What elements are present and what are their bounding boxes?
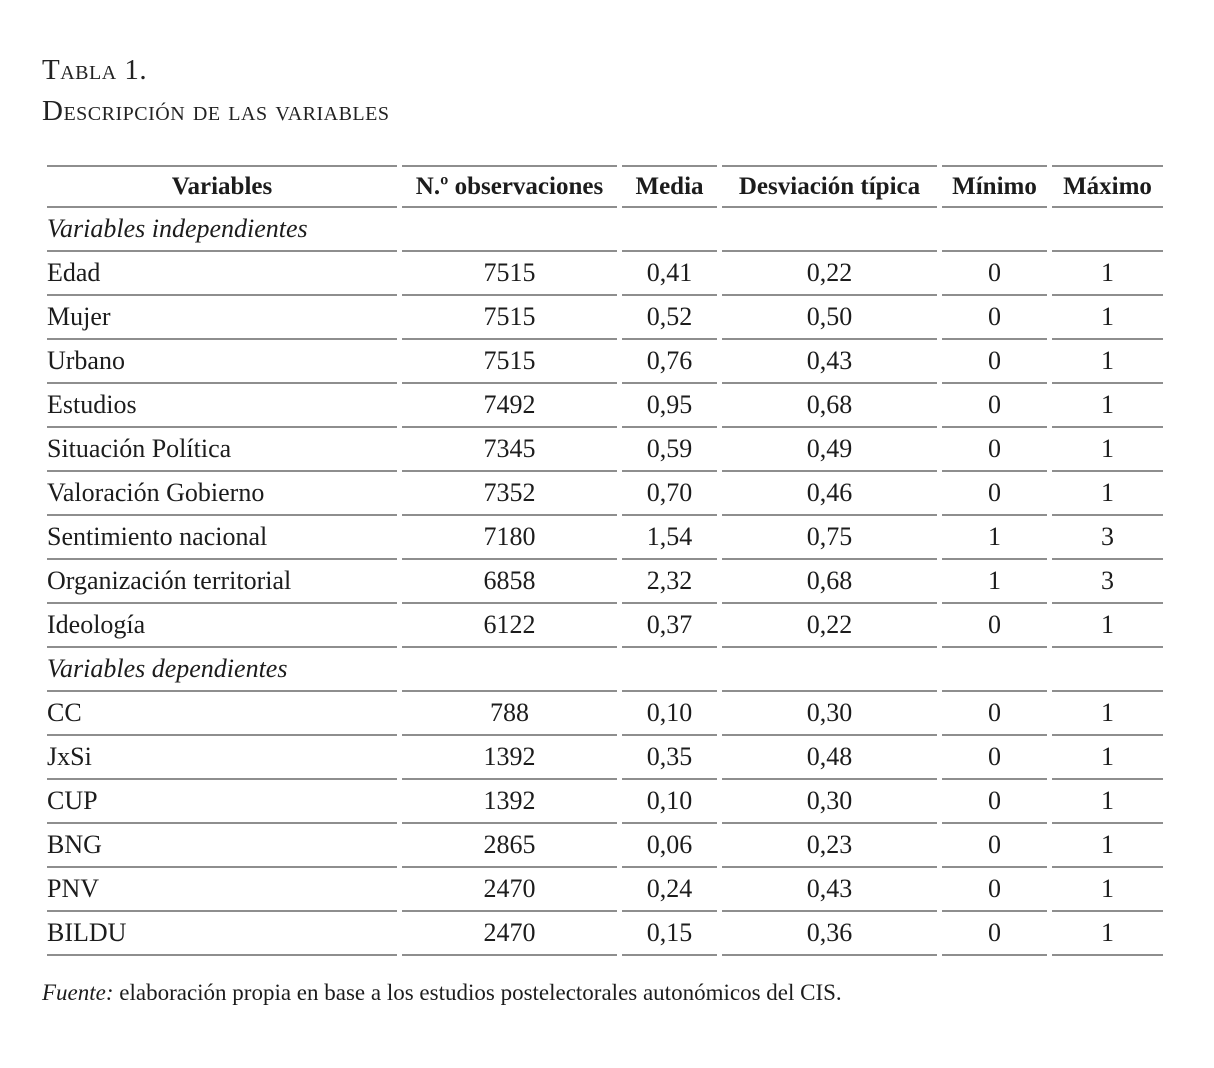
table-row <box>47 824 1163 868</box>
header-row <box>47 165 1163 208</box>
value-cell: 0,23 <box>722 824 937 868</box>
value-cell: 0,41 <box>622 252 717 296</box>
value-cell: 3 <box>1052 516 1163 560</box>
value-cell: 0,68 <box>722 560 937 604</box>
empty-cell <box>942 208 1047 252</box>
column-header-observaciones: N.º observaciones <box>402 165 617 208</box>
column-header-variables: Variables <box>47 165 397 208</box>
value-cell: 1 <box>942 516 1047 560</box>
value-cell: 1 <box>1052 604 1163 648</box>
value-cell: 0,24 <box>622 868 717 912</box>
table-row <box>47 868 1163 912</box>
value-cell: 0,43 <box>722 340 937 384</box>
table-row <box>47 252 1163 296</box>
value-cell: 1 <box>1052 780 1163 824</box>
value-cell: 1 <box>1052 340 1163 384</box>
value-cell: 0 <box>942 692 1047 736</box>
value-cell: 0 <box>942 780 1047 824</box>
value-cell: 1392 <box>402 780 617 824</box>
value-cell: 1 <box>1052 252 1163 296</box>
value-cell: 1 <box>942 560 1047 604</box>
section-row <box>47 648 1163 692</box>
value-cell: 0,75 <box>722 516 937 560</box>
value-cell: 2470 <box>402 912 617 956</box>
table-number: Tabla 1. <box>42 54 148 86</box>
value-cell: 1 <box>1052 736 1163 780</box>
variable-name-cell: Situación Política <box>47 428 397 472</box>
value-cell: 0,43 <box>722 868 937 912</box>
empty-cell <box>722 208 937 252</box>
value-cell: 0 <box>942 604 1047 648</box>
value-cell: 0,36 <box>722 912 937 956</box>
variable-name-cell: CC <box>47 692 397 736</box>
table-row <box>47 516 1163 560</box>
value-cell: 1 <box>1052 912 1163 956</box>
empty-cell <box>402 648 617 692</box>
value-cell: 0 <box>942 912 1047 956</box>
table-row <box>47 736 1163 780</box>
section-label: Variables dependientes <box>47 648 397 692</box>
value-cell: 7180 <box>402 516 617 560</box>
section-row <box>47 208 1163 252</box>
table-row <box>47 472 1163 516</box>
empty-cell <box>622 208 717 252</box>
value-cell: 1 <box>1052 692 1163 736</box>
empty-cell <box>1052 648 1163 692</box>
column-header-minimo: Mínimo <box>942 165 1047 208</box>
empty-cell <box>722 648 937 692</box>
variable-name-cell: Ideología <box>47 604 397 648</box>
empty-cell <box>402 208 617 252</box>
value-cell: 0,22 <box>722 252 937 296</box>
value-cell: 7515 <box>402 340 617 384</box>
value-cell: 0 <box>942 340 1047 384</box>
value-cell: 0 <box>942 252 1047 296</box>
value-cell: 0,49 <box>722 428 937 472</box>
table-row <box>47 384 1163 428</box>
value-cell: 0,22 <box>722 604 937 648</box>
variable-name-cell: Edad <box>47 252 397 296</box>
table-row <box>47 428 1163 472</box>
table-header <box>47 165 1163 208</box>
empty-cell <box>1052 208 1163 252</box>
value-cell: 0,68 <box>722 384 937 428</box>
value-cell: 7515 <box>402 296 617 340</box>
table-row <box>47 340 1163 384</box>
table-row <box>47 692 1163 736</box>
variable-name-cell: Sentimiento nacional <box>47 516 397 560</box>
variable-name-cell: Urbano <box>47 340 397 384</box>
variable-name-cell: Valoración Gobierno <box>47 472 397 516</box>
value-cell: 6858 <box>402 560 617 604</box>
value-cell: 1,54 <box>622 516 717 560</box>
variable-name-cell: Estudios <box>47 384 397 428</box>
variable-name-cell: PNV <box>47 868 397 912</box>
value-cell: 1 <box>1052 868 1163 912</box>
value-cell: 1 <box>1052 428 1163 472</box>
value-cell: 1 <box>1052 472 1163 516</box>
value-cell: 0,48 <box>722 736 937 780</box>
value-cell: 3 <box>1052 560 1163 604</box>
variable-name-cell: BILDU <box>47 912 397 956</box>
value-cell: 0,46 <box>722 472 937 516</box>
table-body <box>47 208 1163 956</box>
value-cell: 1392 <box>402 736 617 780</box>
variable-name-cell: JxSi <box>47 736 397 780</box>
source-text: elaboración propia en base a los estudios postelectorales autonómicos del CIS. <box>113 980 842 1005</box>
value-cell: 788 <box>402 692 617 736</box>
column-header-maximo: Máximo <box>1052 165 1163 208</box>
table-caption: Descripción de las variables <box>42 95 390 127</box>
value-cell: 0,50 <box>722 296 937 340</box>
table-row <box>47 780 1163 824</box>
value-cell: 2,32 <box>622 560 717 604</box>
variables-table <box>42 165 1168 956</box>
value-cell: 0,10 <box>622 692 717 736</box>
value-cell: 7345 <box>402 428 617 472</box>
value-cell: 7492 <box>402 384 617 428</box>
value-cell: 2865 <box>402 824 617 868</box>
value-cell: 0,37 <box>622 604 717 648</box>
value-cell: 0,30 <box>722 780 937 824</box>
value-cell: 0,15 <box>622 912 717 956</box>
value-cell: 1 <box>1052 296 1163 340</box>
variable-name-cell: Organización territorial <box>47 560 397 604</box>
value-cell: 0 <box>942 472 1047 516</box>
value-cell: 0 <box>942 428 1047 472</box>
column-header-media: Media <box>622 165 717 208</box>
column-header-desviacion: Desviación típica <box>722 165 937 208</box>
variable-name-cell: CUP <box>47 780 397 824</box>
value-cell: 0,30 <box>722 692 937 736</box>
empty-cell <box>622 648 717 692</box>
value-cell: 0,10 <box>622 780 717 824</box>
table-row <box>47 912 1163 956</box>
empty-cell <box>942 648 1047 692</box>
table-title-block <box>42 50 1168 132</box>
value-cell: 0 <box>942 736 1047 780</box>
value-cell: 2470 <box>402 868 617 912</box>
source-label: Fuente: <box>42 980 114 1005</box>
value-cell: 0,70 <box>622 472 717 516</box>
value-cell: 0 <box>942 824 1047 868</box>
value-cell: 0 <box>942 868 1047 912</box>
value-cell: 0,59 <box>622 428 717 472</box>
value-cell: 0 <box>942 296 1047 340</box>
table-row <box>47 296 1163 340</box>
table-row <box>47 604 1163 648</box>
value-cell: 7515 <box>402 252 617 296</box>
value-cell: 0 <box>942 384 1047 428</box>
value-cell: 7352 <box>402 472 617 516</box>
value-cell: 0,76 <box>622 340 717 384</box>
table-row <box>47 560 1163 604</box>
value-cell: 0,95 <box>622 384 717 428</box>
source-note <box>42 980 1168 1006</box>
value-cell: 6122 <box>402 604 617 648</box>
value-cell: 1 <box>1052 824 1163 868</box>
value-cell: 0,52 <box>622 296 717 340</box>
variable-name-cell: BNG <box>47 824 397 868</box>
value-cell: 1 <box>1052 384 1163 428</box>
value-cell: 0,06 <box>622 824 717 868</box>
section-label: Variables independientes <box>47 208 397 252</box>
variable-name-cell: Mujer <box>47 296 397 340</box>
value-cell: 0,35 <box>622 736 717 780</box>
